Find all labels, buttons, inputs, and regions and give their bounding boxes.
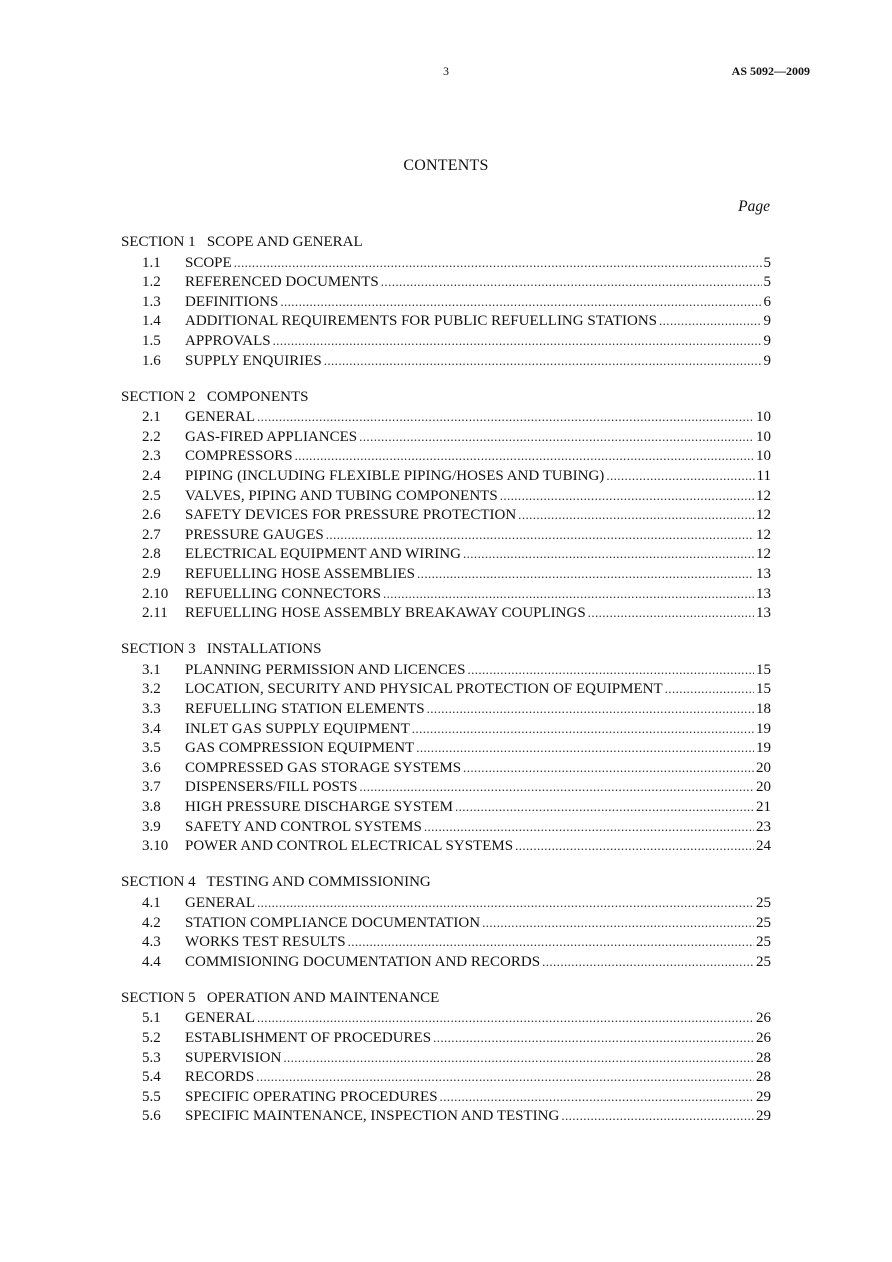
entry-page-number: 5 xyxy=(763,274,771,291)
entry-title: GENERAL xyxy=(185,1010,255,1027)
entry-page-number: 12 xyxy=(756,546,771,563)
dot-leader xyxy=(467,660,754,680)
dot-leader xyxy=(295,446,754,466)
toc-entry[interactable] xyxy=(121,544,771,564)
entry-number: 2.10 xyxy=(142,585,169,602)
entry-page-number: 13 xyxy=(756,566,771,582)
entry-title: COMMISIONING DOCUMENTATION AND RECORDS xyxy=(185,953,541,970)
entry-page-number: 12 xyxy=(756,507,771,524)
dot-leader xyxy=(518,505,754,525)
entry-number: 5.4 xyxy=(142,1069,161,1086)
toc-entry[interactable] xyxy=(121,913,771,933)
entry-title: GAS COMPRESSION EQUIPMENT xyxy=(185,740,415,757)
entry-page-number: 28 xyxy=(756,1069,771,1086)
toc-entry[interactable] xyxy=(121,446,771,466)
dot-leader xyxy=(482,913,754,933)
dot-leader xyxy=(463,758,754,778)
entry-number: 1.5 xyxy=(142,332,161,349)
toc-entry[interactable] xyxy=(121,797,771,817)
toc-entry[interactable] xyxy=(121,1106,771,1126)
dot-leader xyxy=(440,1087,754,1107)
entry-title: SAFETY AND CONTROL SYSTEMS xyxy=(185,818,422,835)
dot-leader xyxy=(359,427,754,447)
section-heading[interactable]: SECTION 2 COMPONENTS xyxy=(121,388,309,405)
dot-leader xyxy=(561,1106,754,1126)
entry-number: 5.3 xyxy=(142,1049,161,1066)
entry-title: SCOPE xyxy=(185,254,232,271)
entry-page-number: 19 xyxy=(756,720,771,737)
entry-number: 4.3 xyxy=(142,934,161,951)
entry-page-number: 12 xyxy=(756,487,771,504)
toc-entry[interactable] xyxy=(121,932,771,952)
dot-leader xyxy=(500,486,754,506)
entry-title: REFUELLING HOSE ASSEMBLY BREAKAWAY COUPLINGS xyxy=(185,605,586,622)
toc-entry[interactable] xyxy=(121,1048,771,1068)
entry-title: COMPRESSED GAS STORAGE SYSTEMS xyxy=(185,759,462,776)
entry-page-number: 21 xyxy=(756,799,771,816)
entry-number: 3.5 xyxy=(142,740,161,757)
entry-title: COMPRESSORS xyxy=(185,448,293,465)
page-column-label: Page xyxy=(738,198,770,215)
entry-page-number: 11 xyxy=(756,468,771,485)
dot-leader xyxy=(234,253,762,273)
toc-entry[interactable] xyxy=(121,486,771,506)
toc-entry[interactable] xyxy=(121,758,771,778)
entry-title: PLANNING PERMISSION AND LICENCES xyxy=(185,661,466,678)
section-heading[interactable]: SECTION 5 OPERATION AND MAINTENANCE xyxy=(121,989,440,1006)
toc-entry[interactable] xyxy=(121,427,771,447)
dot-leader xyxy=(324,351,762,371)
entry-page-number: 25 xyxy=(756,953,771,970)
entry-number: 1.4 xyxy=(142,313,161,330)
entry-number: 2.5 xyxy=(142,487,161,504)
section-heading[interactable]: SECTION 4 TESTING AND COMMISSIONING xyxy=(121,874,431,891)
toc-section xyxy=(121,233,771,370)
entry-number: 5.5 xyxy=(142,1088,161,1105)
entry-number: 2.8 xyxy=(142,546,161,563)
toc-entry[interactable] xyxy=(121,253,771,273)
table-of-contents xyxy=(121,233,771,1143)
toc-section xyxy=(121,989,771,1126)
entry-title: GENERAL xyxy=(185,409,255,426)
entry-number: 3.9 xyxy=(142,818,161,835)
toc-entry[interactable] xyxy=(121,311,771,331)
toc-section xyxy=(121,873,771,971)
toc-entry[interactable] xyxy=(121,1087,771,1107)
entry-page-number: 23 xyxy=(756,818,771,835)
toc-entry[interactable] xyxy=(121,505,771,525)
dot-leader xyxy=(326,525,754,545)
entry-number: 1.1 xyxy=(142,254,161,271)
entry-number: 1.6 xyxy=(142,352,161,369)
dot-leader xyxy=(665,679,754,699)
entry-title: HIGH PRESSURE DISCHARGE SYSTEM xyxy=(185,799,453,816)
entry-title: SPECIFIC OPERATING PROCEDURES xyxy=(185,1088,438,1105)
entry-page-number: 26 xyxy=(756,1010,771,1027)
dot-leader xyxy=(427,699,754,719)
entry-title: DISPENSERS/FILL POSTS xyxy=(185,779,358,796)
dot-leader xyxy=(416,738,754,758)
dot-leader xyxy=(280,292,761,312)
section-heading[interactable]: SECTION 3 INSTALLATIONS xyxy=(121,641,322,658)
entry-page-number: 20 xyxy=(756,779,771,796)
entry-number: 5.6 xyxy=(142,1108,161,1125)
entry-title: LOCATION, SECURITY AND PHYSICAL PROTECTION OF EQUIPMENT xyxy=(185,681,663,698)
entry-number: 4.1 xyxy=(142,894,161,911)
entry-page-number: 25 xyxy=(756,914,771,931)
entry-number: 3.10 xyxy=(142,838,169,855)
entry-number: 3.6 xyxy=(142,759,161,776)
toc-entry[interactable] xyxy=(121,1067,771,1087)
dot-leader xyxy=(359,777,754,797)
entry-number: 4.2 xyxy=(142,914,161,931)
entry-page-number: 20 xyxy=(756,759,771,776)
entry-title: INLET GAS SUPPLY EQUIPMENT xyxy=(185,720,410,737)
entry-title: WORKS TEST RESULTS xyxy=(185,934,346,951)
toc-section xyxy=(121,640,771,856)
entry-title: PIPING (INCLUDING FLEXIBLE PIPING/HOSES AND TUBING) xyxy=(185,468,605,485)
toc-entry[interactable] xyxy=(121,817,771,837)
entry-number: 3.1 xyxy=(142,661,161,678)
entry-page-number: 15 xyxy=(756,661,771,678)
entry-page-number: 26 xyxy=(756,1029,771,1046)
entry-page-number: 9 xyxy=(763,313,771,330)
toc-entry[interactable] xyxy=(121,272,771,292)
toc-entry[interactable] xyxy=(121,679,771,699)
entry-number: 3.8 xyxy=(142,799,161,816)
entry-number: 2.1 xyxy=(142,409,161,426)
toc-entry[interactable] xyxy=(121,407,771,427)
entry-title: SPECIFIC MAINTENANCE, INSPECTION AND TESTING xyxy=(185,1108,560,1125)
entry-number: 2.7 xyxy=(142,526,161,543)
entry-page-number: 9 xyxy=(763,352,771,369)
dot-leader xyxy=(257,407,754,427)
entry-title: SAFETY DEVICES FOR PRESSURE PROTECTION xyxy=(185,507,517,524)
toc-entry[interactable] xyxy=(121,466,771,486)
entry-number: 4.4 xyxy=(142,953,161,970)
dot-leader xyxy=(257,893,754,913)
entry-page-number: 10 xyxy=(756,448,771,465)
entry-page-number: 15 xyxy=(756,681,771,698)
entry-page-number: 6 xyxy=(763,293,771,310)
entry-title: REFERENCED DOCUMENTS xyxy=(185,274,379,291)
entry-number: 5.1 xyxy=(142,1010,161,1027)
entry-page-number: 12 xyxy=(756,526,771,543)
entry-page-number: 18 xyxy=(756,701,771,718)
toc-entry[interactable] xyxy=(121,660,771,680)
entry-title: VALVES, PIPING AND TUBING COMPONENTS xyxy=(185,487,498,504)
dot-leader xyxy=(515,836,754,856)
toc-entry[interactable] xyxy=(121,331,771,351)
entry-title: REFUELLING CONNECTORS xyxy=(185,585,381,602)
toc-entry[interactable] xyxy=(121,699,771,719)
entry-number: 2.6 xyxy=(142,507,161,524)
entry-title: APPROVALS xyxy=(185,332,271,349)
entry-number: 1.3 xyxy=(142,293,161,310)
entry-page-number: 10 xyxy=(756,409,771,426)
entry-title: SUPERVISION xyxy=(185,1049,282,1066)
toc-entry[interactable] xyxy=(121,1028,771,1048)
entry-page-number: 29 xyxy=(756,1108,771,1125)
entry-page-number: 5 xyxy=(763,254,771,271)
toc-entry[interactable] xyxy=(121,584,771,604)
entry-title: SUPPLY ENQUIRIES xyxy=(185,352,322,369)
dot-leader xyxy=(412,719,754,739)
dot-leader xyxy=(417,564,754,584)
toc-entry[interactable] xyxy=(121,738,771,758)
toc-entry[interactable] xyxy=(121,836,771,856)
entry-title: REFUELLING HOSE ASSEMBLIES xyxy=(185,566,416,582)
dot-leader xyxy=(588,603,754,623)
entry-title: RECORDS xyxy=(185,1069,255,1086)
dot-leader xyxy=(455,797,754,817)
dot-leader xyxy=(659,311,762,331)
toc-entry[interactable] xyxy=(121,893,771,913)
entry-title: PRESSURE GAUGES xyxy=(185,526,324,543)
dot-leader xyxy=(348,932,754,952)
entry-number: 2.9 xyxy=(142,566,161,582)
contents-title: CONTENTS xyxy=(403,157,489,174)
dot-leader xyxy=(256,1067,754,1087)
entry-number: 2.4 xyxy=(142,468,161,485)
entry-title: GAS-FIRED APPLIANCES xyxy=(185,428,358,445)
toc-entry[interactable] xyxy=(121,603,771,623)
entry-page-number: 10 xyxy=(756,428,771,445)
toc-entry[interactable] xyxy=(121,719,771,739)
entry-title: REFUELLING STATION ELEMENTS xyxy=(185,701,425,718)
entry-number: 3.2 xyxy=(142,681,161,698)
entry-page-number: 29 xyxy=(756,1088,771,1105)
dot-leader xyxy=(606,466,754,486)
dot-leader xyxy=(283,1048,754,1068)
entry-page-number: 24 xyxy=(756,838,771,855)
dot-leader xyxy=(463,544,754,564)
page-number: 3 xyxy=(443,64,449,78)
entry-page-number: 19 xyxy=(756,740,771,757)
entry-title: ESTABLISHMENT OF PROCEDURES xyxy=(185,1029,432,1046)
entry-number: 3.4 xyxy=(142,720,161,737)
section-heading[interactable]: SECTION 1 SCOPE AND GENERAL xyxy=(121,234,363,250)
entry-number: 2.11 xyxy=(142,605,168,622)
document-id: AS 5092—2009 xyxy=(731,64,810,78)
entry-page-number: 13 xyxy=(756,605,771,622)
entry-page-number: 13 xyxy=(756,585,771,602)
dot-leader xyxy=(273,331,762,351)
entry-title: DEFINITIONS xyxy=(185,293,279,310)
entry-page-number: 25 xyxy=(756,934,771,951)
entry-number: 2.3 xyxy=(142,448,161,465)
entry-number: 2.2 xyxy=(142,428,161,445)
toc-entry[interactable] xyxy=(121,525,771,545)
entry-title: GENERAL xyxy=(185,894,255,911)
entry-title: STATION COMPLIANCE DOCUMENTATION xyxy=(185,914,481,931)
dot-leader xyxy=(381,272,762,292)
toc-entry[interactable] xyxy=(121,564,771,584)
entry-number: 3.3 xyxy=(142,701,161,718)
entry-number: 1.2 xyxy=(142,274,161,291)
toc-section xyxy=(121,388,771,623)
entry-title: ADDITIONAL REQUIREMENTS FOR PUBLIC REFUELLING STATIONS xyxy=(185,313,657,330)
toc-entry[interactable] xyxy=(121,777,771,797)
toc-entry[interactable] xyxy=(121,1008,771,1028)
entry-page-number: 9 xyxy=(763,332,771,349)
entry-number: 5.2 xyxy=(142,1029,161,1046)
entry-number: 3.7 xyxy=(142,779,161,796)
toc-entry[interactable] xyxy=(121,292,771,312)
entry-page-number: 28 xyxy=(756,1049,771,1066)
dot-leader xyxy=(542,952,754,972)
entry-title: POWER AND CONTROL ELECTRICAL SYSTEMS xyxy=(185,838,514,855)
dot-leader xyxy=(257,1008,754,1028)
dot-leader xyxy=(433,1028,754,1048)
dot-leader xyxy=(383,584,754,604)
toc-entry[interactable] xyxy=(121,351,771,371)
entry-page-number: 25 xyxy=(756,894,771,911)
dot-leader xyxy=(424,817,754,837)
toc-entry[interactable] xyxy=(121,952,771,972)
entry-title: ELECTRICAL EQUIPMENT AND WIRING xyxy=(185,546,461,563)
